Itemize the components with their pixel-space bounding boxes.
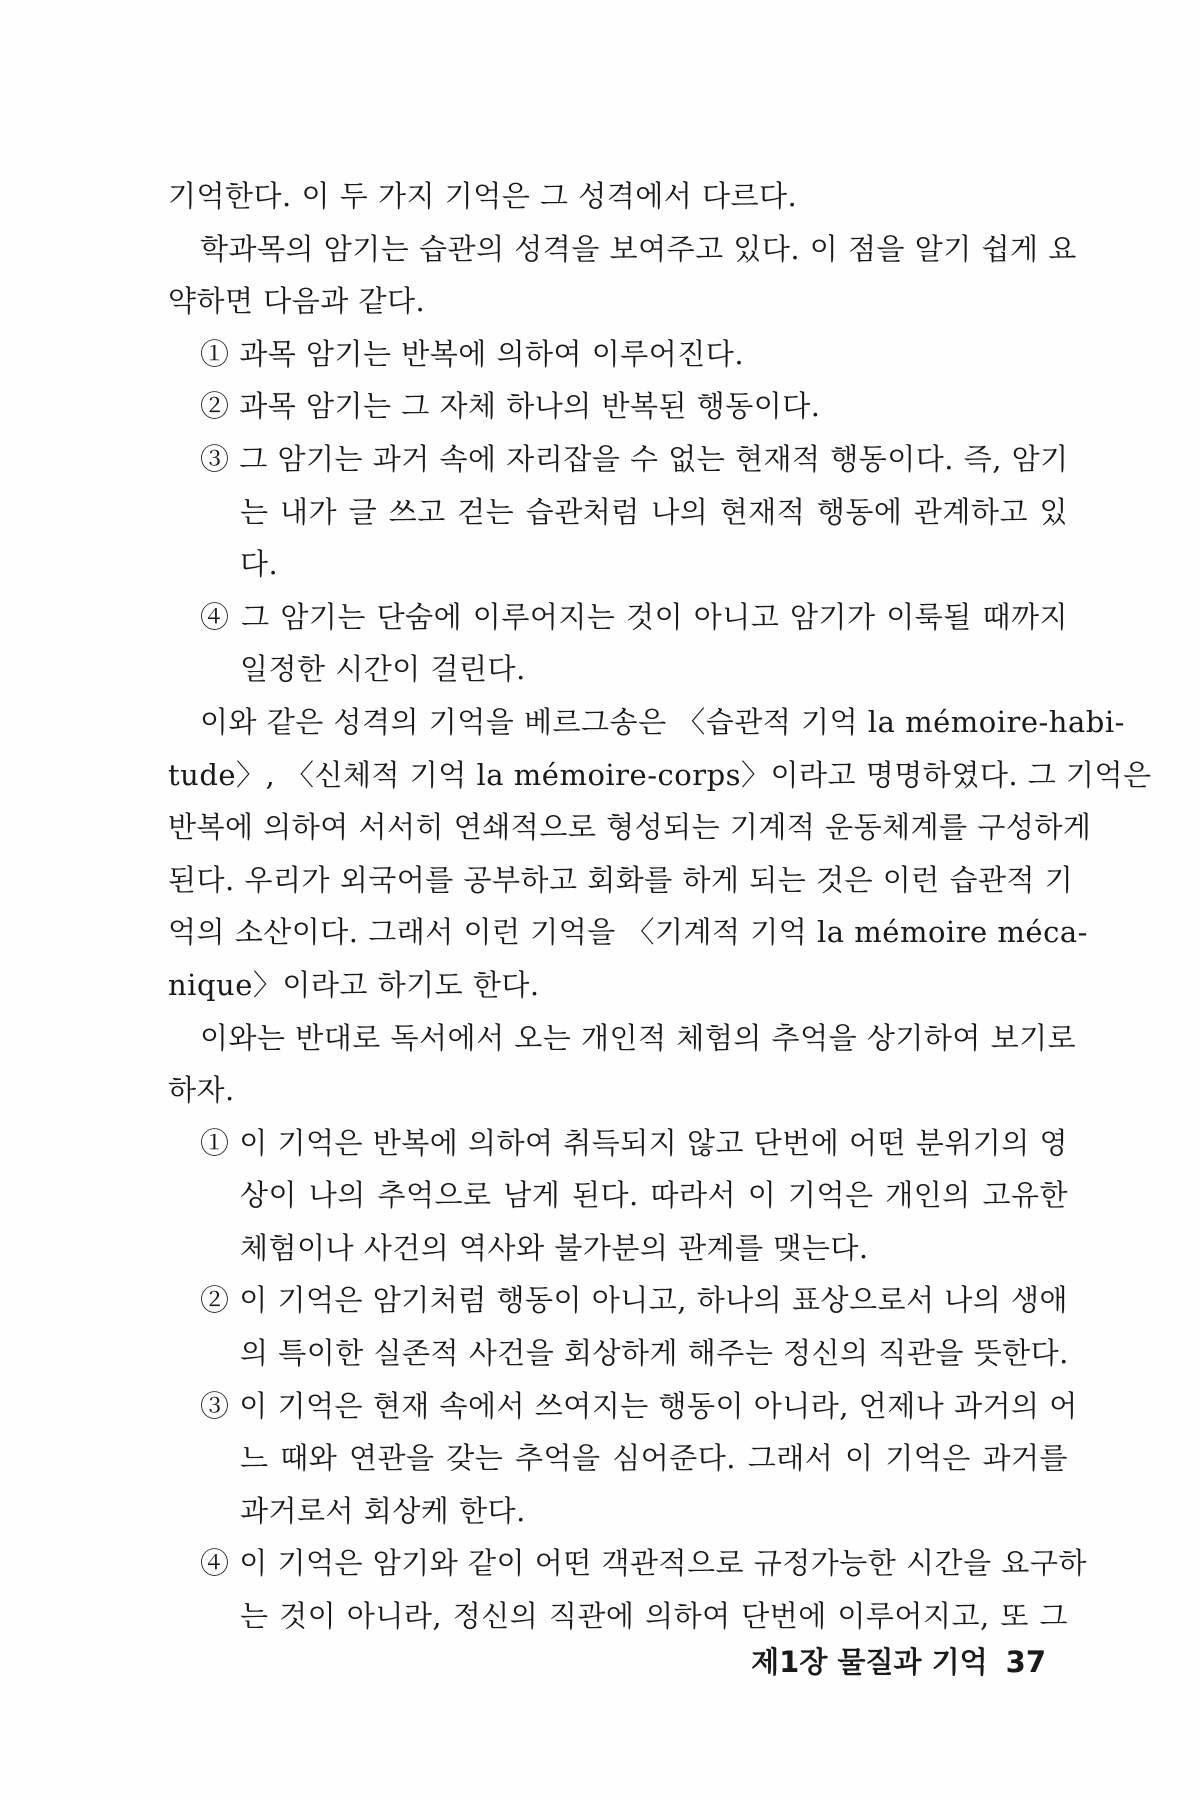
list-item-continuation: 과거로서 회상케 한다. (240, 1493, 526, 1528)
text-line: 반복에 의하여 서서히 연쇄적으로 형성되는 기계적 운동체계를 구성하게 (168, 810, 1092, 845)
body-text (168, 170, 1152, 1643)
text-line: 기억한다. 이 두 가지 기억은 그 성격에서 다르다. (168, 179, 798, 213)
list-item: ③ 그 암기는 과거 속에 자리잡을 수 없는 현재적 행동이다. 즉, 암기 (200, 441, 1069, 476)
list-item-continuation: 체험이나 사건의 역사와 불가분의 관계를 맺는다. (240, 1230, 869, 1265)
text-line: 이와는 반대로 독서에서 오는 개인적 체험의 추억을 상기하여 보기로 (200, 1020, 1077, 1055)
list-item: ④ 그 암기는 단숨에 이루어지는 것이 아니고 암기가 이룩될 때까지 (200, 599, 1068, 634)
chapter-title: 제1장 물질과 기억 (751, 1645, 988, 1679)
list-item: ③ 이 기억은 현재 속에서 쓰여지는 행동이 아니라, 언제나 과거의 어 (200, 1388, 1078, 1423)
list-item: ② 과목 암기는 그 자체 하나의 반복된 행동이다. (200, 389, 821, 424)
text-line: 학과목의 암기는 습관의 성격을 보여주고 있다. 이 점을 알기 쉽게 요 (200, 231, 1077, 266)
list-item: ④ 이 기억은 암기와 같이 어떤 객관적으로 규정가능한 시간을 요구하 (200, 1546, 1087, 1581)
list-item: ② 이 기억은 암기처럼 행동이 아니고, 하나의 표상으로서 나의 생애 (200, 1283, 1069, 1318)
list-item-continuation: 느 때와 연관을 갖는 추억을 심어준다. 그래서 이 기억은 과거를 (240, 1441, 1068, 1476)
list-item-continuation: 상이 나의 추억으로 남게 된다. 따라서 이 기억은 개인의 고유한 (240, 1178, 1068, 1213)
text-line: tude〉, 〈신체적 기억 la mémoire-corps〉이라고 명명하였다. 그 기억은 (168, 757, 1152, 792)
list-item-continuation: 는 내가 글 쓰고 걷는 습관처럼 나의 현재적 행동에 관계하고 있 (240, 494, 1068, 529)
text-line: nique〉이라고 하기도 한다. (168, 967, 540, 1002)
text-line: 약하면 다음과 같다. (168, 284, 426, 319)
list-item: ① 과목 암기는 반복에 의하여 이루어진다. (200, 336, 745, 371)
list-item-continuation: 일정한 시간이 걸린다. (240, 652, 526, 687)
page-number: 37 (1005, 1645, 1046, 1679)
text-line: 하자. (168, 1073, 235, 1108)
text-line: 억의 소산이다. 그래서 이런 기억을 〈기계적 기억 la mémoire méca- (168, 915, 1088, 950)
list-item-continuation: 는 것이 아니라, 정신의 직관에 의하여 단번에 이루어지고, 또 그 (240, 1599, 1068, 1634)
text-line: 된다. 우리가 외국어를 공부하고 회화를 하게 되는 것은 이런 습관적 기 (168, 862, 1074, 897)
text-line: 이와 같은 성격의 기억을 베르그송은 〈습관적 기억 la mémoire-habi- (200, 704, 1125, 739)
list-item-continuation: 다. (240, 547, 279, 582)
list-item: ① 이 기억은 반복에 의하여 취득되지 않고 단번에 어떤 분위기의 영 (200, 1125, 1069, 1160)
list-item-continuation: 의 특이한 실존적 사건을 회상하게 해주는 정신의 직관을 뜻한다. (240, 1336, 1069, 1371)
running-footer (0, 1640, 1046, 1681)
